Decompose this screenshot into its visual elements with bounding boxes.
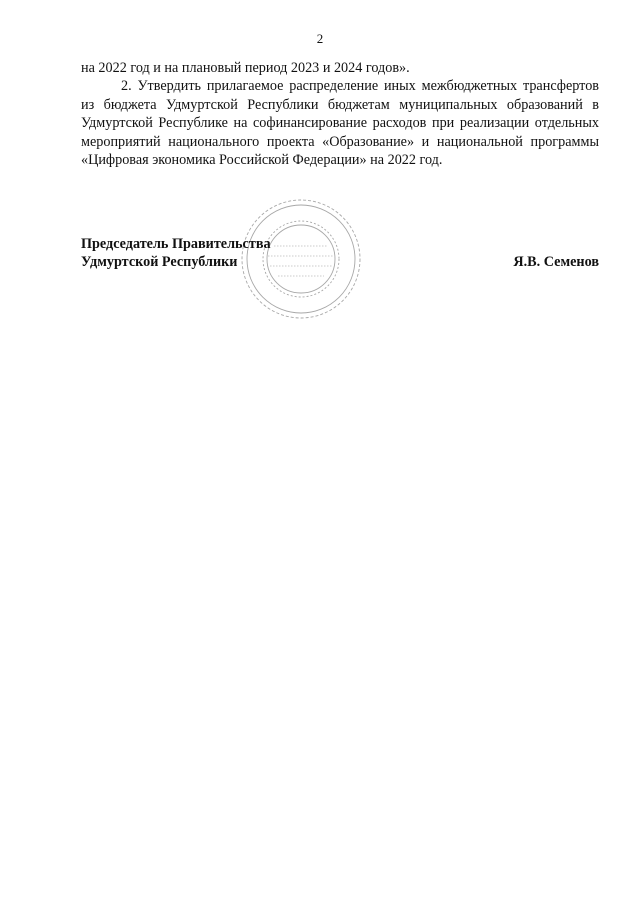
signer-name: Я.В. Семенов (513, 254, 599, 270)
signer-title-line-2: Удмуртской Республики (81, 254, 238, 270)
signature-block (81, 235, 599, 275)
signer-title (81, 235, 271, 271)
page-number: 2 (316, 31, 324, 46)
paragraph-continuation: на 2022 год и на плановый период 2023 и 2024 годов». (81, 60, 410, 76)
paragraph-2: 2. Утвердить прилагаемое распределение иных межбюджетных трансфертов из бюджета Удмуртской Республики бюджетам муниципальных образований в Удмуртской Республике на софинансирование расходов при реализации отдельных мероприятий национального проекта «Образование» и национальной программы «Цифровая экономика Российской Федерации» на 2022 год. (81, 78, 599, 169)
document-body (81, 59, 599, 169)
signer-title-line-1: Председатель Правительства (81, 236, 271, 252)
